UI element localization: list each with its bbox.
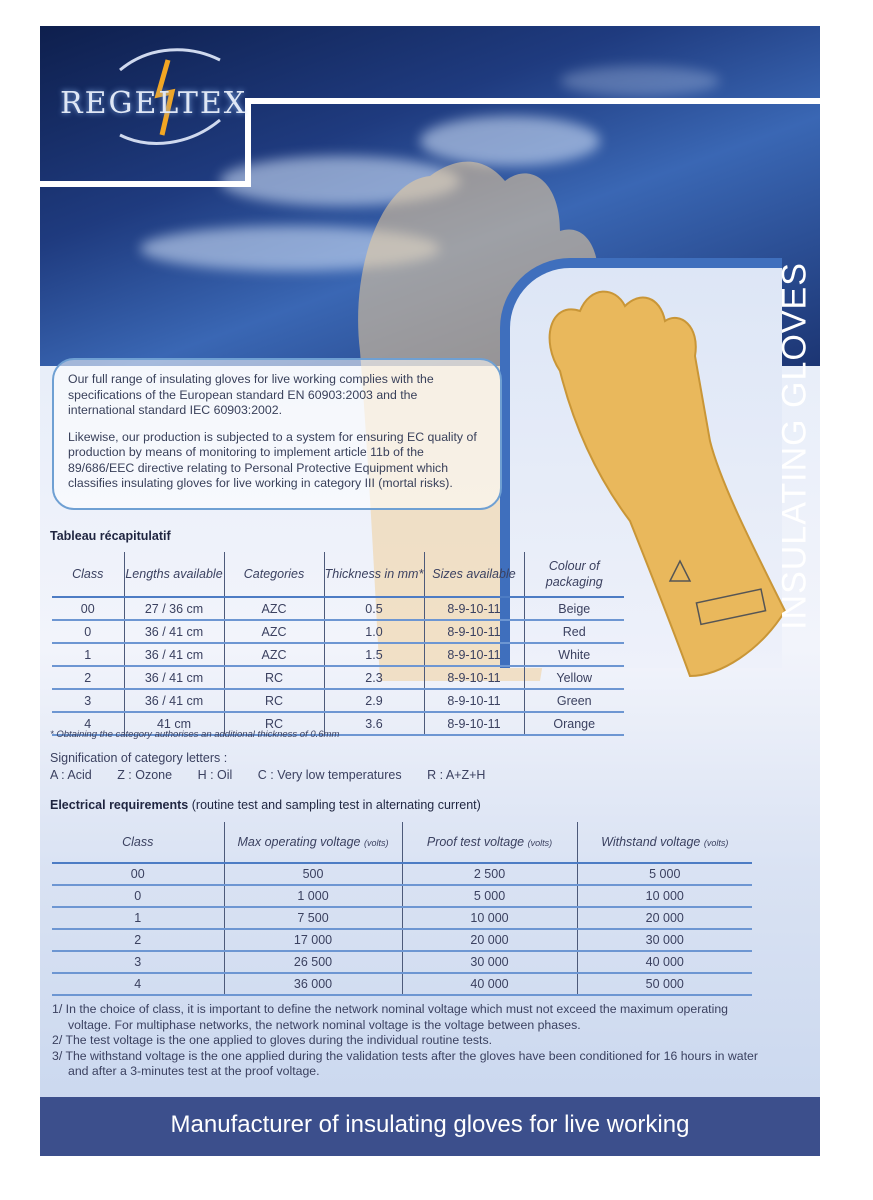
table-cell: 30 000 [402, 951, 577, 973]
table-cell: 40 000 [577, 951, 752, 973]
column-header [52, 822, 224, 863]
intro-paragraph-2: Likewise, our production is subjected to a system for ensuring EC quality of production by means of monitoring to implement article 11b of the 89/686/EEC directive relating to Personal Protective Equipment which classifies insulating gloves for live working in category III (mortal risks). [68, 429, 477, 490]
table-cell: 2 500 [402, 863, 577, 885]
table-cell: White [524, 643, 624, 666]
table-row [52, 666, 624, 689]
table-cell: AZC [224, 643, 324, 666]
column-header [224, 822, 402, 863]
category-letter-item: H : Oil [197, 768, 233, 782]
column-header [402, 822, 577, 863]
table-cell: 4 [52, 973, 224, 995]
table-cell: Green [524, 689, 624, 712]
table-cell: RC [224, 689, 324, 712]
table-cell: 8-9-10-11 [424, 689, 524, 712]
table-cell: 36 / 41 cm [124, 620, 224, 643]
electrical-requirements-table [52, 822, 752, 996]
brand-logo-text: REGELTEX [60, 86, 248, 121]
table-cell: Orange [524, 712, 624, 735]
category-letter-item: C : Very low temperatures [257, 768, 402, 782]
table-row [52, 863, 752, 885]
column-header: Sizes available [424, 552, 524, 597]
electrical-requirements-title-rest: (routine test and sampling test in alternating current) [188, 798, 481, 812]
footnote-3: 3/ The withstand voltage is the one applied during the validation tests after the gloves have been conditioned for 16 hours in water and after a 3-minutes test at the proof voltage. [52, 1048, 758, 1078]
column-header [577, 822, 752, 863]
table-cell: 1 000 [224, 885, 402, 907]
column-header-unit: (volts) [527, 837, 553, 848]
table-cell: 8-9-10-11 [424, 597, 524, 620]
table-cell: 40 000 [402, 973, 577, 995]
category-letters [50, 750, 507, 784]
table-row [52, 620, 624, 643]
table-cell: 1 [52, 907, 224, 929]
table-cell: AZC [224, 597, 324, 620]
side-title-text: INSULATING GLOVES [775, 262, 814, 630]
table-cell: 7 500 [224, 907, 402, 929]
table-cell: RC [224, 666, 324, 689]
table-cell: RC [224, 712, 324, 735]
table-cell: 8-9-10-11 [424, 620, 524, 643]
table-row [52, 929, 752, 951]
column-header: Categories [224, 552, 324, 597]
table-cell: 2 [52, 929, 224, 951]
footnotes [52, 1002, 772, 1080]
footnote-1: 1/ In the choice of class, it is important to define the network nominal voltage which must not exceed the maximum operating voltage. For multiphase networks, the network nominal voltage is the voltage between phases. [52, 1002, 728, 1032]
table-row [52, 597, 624, 620]
column-header-label: Withstand voltage [601, 834, 701, 849]
intro-paragraph-1: Our full range of insulating gloves for live working complies with the specifications of the European standard EN 60903:2003 and the international standard IEC 60903:2002. [68, 372, 434, 417]
table-cell: 5 000 [577, 863, 752, 885]
table-cell: 8-9-10-11 [424, 666, 524, 689]
electrical-requirements-title [50, 798, 481, 812]
side-title [772, 262, 818, 630]
table-cell: 36 / 41 cm [124, 689, 224, 712]
footer-tagline: Manufacturer of insulating gloves for live working [170, 1111, 690, 1138]
column-header-unit: (volts) [363, 837, 389, 848]
column-header: Class [52, 552, 124, 597]
category-letter-item: R : A+Z+H [427, 768, 486, 782]
column-header-label: Proof test voltage [426, 834, 525, 849]
table-cell: 3.6 [324, 712, 424, 735]
table-cell: Red [524, 620, 624, 643]
table-cell: 5 000 [402, 885, 577, 907]
table-cell: AZC [224, 620, 324, 643]
table-cell: 20 000 [402, 929, 577, 951]
summary-table-title: Tableau récapitulatif [50, 529, 171, 543]
table-cell: 00 [52, 863, 224, 885]
table-cell: 1 [52, 643, 124, 666]
table-cell: 27 / 36 cm [124, 597, 224, 620]
table-cell: 2.9 [324, 689, 424, 712]
table-cell: 2.3 [324, 666, 424, 689]
table-cell: 1.5 [324, 643, 424, 666]
table-row [52, 973, 752, 995]
table-header-row [52, 822, 752, 863]
category-letters-title: Signification of category letters : [50, 751, 228, 765]
column-header-label: Max operating voltage [237, 834, 361, 849]
table-cell: 8-9-10-11 [424, 643, 524, 666]
table-cell: 26 500 [224, 951, 402, 973]
table-cell: 10 000 [402, 907, 577, 929]
table-row [52, 885, 752, 907]
table-row [52, 643, 624, 666]
column-header-label: Class [122, 835, 154, 849]
table-cell: 30 000 [577, 929, 752, 951]
thickness-footnote: * Obtaining the category authorises an additional thickness of 0.6mm [50, 729, 340, 740]
table-cell: 8-9-10-11 [424, 712, 524, 735]
table-row [52, 689, 624, 712]
table-cell: 2 [52, 666, 124, 689]
table-cell: 500 [224, 863, 402, 885]
table-cell: 50 000 [577, 973, 752, 995]
column-header: Colour of packaging [524, 552, 624, 597]
table-row [52, 951, 752, 973]
category-letter-item: Z : Ozone [117, 768, 173, 782]
table-cell: Beige [524, 597, 624, 620]
frame-divider [40, 181, 245, 187]
footnote-2: 2/ The test voltage is the one applied to gloves during the individual routine tests. [52, 1033, 493, 1047]
table-cell: 36 000 [224, 973, 402, 995]
table-cell: 0 [52, 620, 124, 643]
electrical-requirements-title-bold: Electrical requirements [50, 798, 189, 812]
table-cell: 17 000 [224, 929, 402, 951]
table-cell: 3 [52, 689, 124, 712]
table-cell: Yellow [524, 666, 624, 689]
category-letters-list [50, 767, 507, 784]
table-cell: 36 / 41 cm [124, 666, 224, 689]
category-letter-item: A : Acid [50, 768, 92, 782]
frame-divider [245, 98, 820, 104]
column-header-unit: (volts) [703, 837, 729, 848]
table-cell: 20 000 [577, 907, 752, 929]
table-cell: 1.0 [324, 620, 424, 643]
column-header: Thickness in mm* [324, 552, 424, 597]
table-row [52, 907, 752, 929]
table-cell: 3 [52, 951, 224, 973]
table-header-row [52, 552, 624, 597]
footer-banner [40, 1097, 820, 1156]
brochure-page [40, 26, 820, 1156]
table-cell: 41 cm [124, 712, 224, 735]
column-header: Lengths available [124, 552, 224, 597]
table-cell: 0 [52, 885, 224, 907]
summary-table [52, 552, 624, 736]
table-cell: 0.5 [324, 597, 424, 620]
table-cell: 00 [52, 597, 124, 620]
table-cell: 36 / 41 cm [124, 643, 224, 666]
intro-text-box [52, 358, 502, 510]
table-cell: 4 [52, 712, 124, 735]
table-cell: 10 000 [577, 885, 752, 907]
